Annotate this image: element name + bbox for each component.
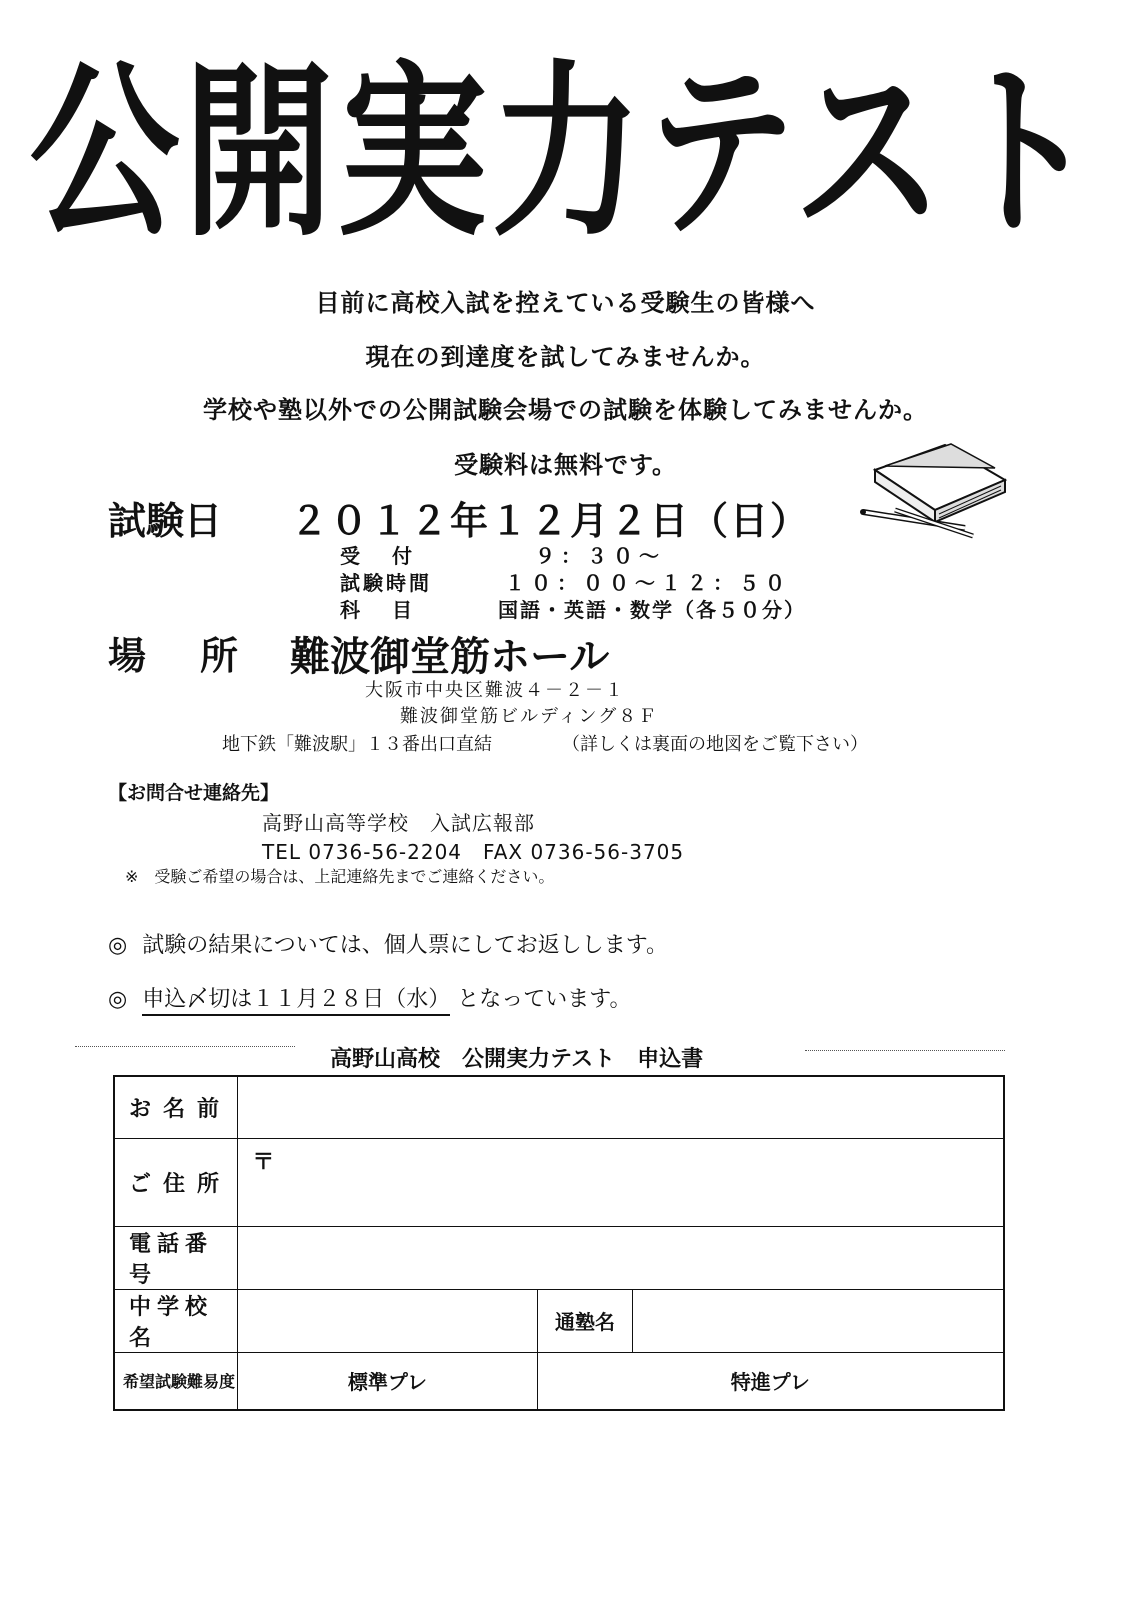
page-title: 公開実力テスト bbox=[29, 45, 1102, 263]
name-field[interactable] bbox=[238, 1076, 1004, 1138]
contact-note: ※ 受験ご希望の場合は、上記連絡先までご連絡ください。 bbox=[125, 867, 555, 886]
school-label: 中学校名 bbox=[114, 1289, 238, 1352]
exam-date-label: 試験日 bbox=[108, 499, 223, 543]
intro-line-1: 目前に高校入試を控えている受験生の皆様へ bbox=[315, 289, 816, 317]
book-illustration bbox=[855, 440, 1015, 540]
address-label: ご住所 bbox=[114, 1138, 238, 1226]
contact-heading: 【お問合せ連絡先】 bbox=[108, 782, 280, 804]
notice-deadline bbox=[108, 982, 631, 1013]
phone-field[interactable] bbox=[238, 1226, 1004, 1289]
venue-access: 地下鉄「難波駅」１３番出口直結 bbox=[222, 734, 492, 755]
schedule-label-reception: 受 付 bbox=[340, 544, 418, 568]
address-field[interactable] bbox=[238, 1138, 1004, 1226]
venue-map-note: （詳しくは裏面の地図をご覧下さい） bbox=[562, 734, 868, 755]
intro-line-2: 現在の到達度を試してみませんか。 bbox=[365, 343, 766, 371]
schedule-value-time: １０：００～１２：５０ bbox=[505, 571, 791, 595]
intro-line-4: 受験料は無料です。 bbox=[453, 451, 678, 479]
contact-org: 高野山高等学校 入試広報部 bbox=[262, 811, 535, 835]
schedule-value-subjects: 国語・英語・数学（各５０分） bbox=[498, 598, 806, 622]
form-title: 高野山高校 公開実力テスト 申込書 bbox=[330, 1047, 704, 1072]
cram-school-label: 通塾名 bbox=[537, 1289, 633, 1352]
notice-results bbox=[108, 928, 668, 959]
notice-mark: ◎ bbox=[108, 933, 128, 958]
notice-results-text: 試験の結果については、個人票にしてお返しします。 bbox=[142, 933, 669, 958]
notice-deadline-rest: となっています。 bbox=[457, 987, 632, 1012]
venue-name: 難波御堂筋ホール bbox=[290, 634, 610, 680]
difficulty-label: 希望試験難易度 bbox=[114, 1352, 238, 1410]
notice-deadline-date: 申込〆切は１１月２８日（水） bbox=[142, 987, 450, 1016]
venue-address: 大阪市中央区難波４－２－１ bbox=[365, 680, 625, 701]
cutline-right bbox=[805, 1050, 1005, 1051]
application-form bbox=[113, 1075, 1005, 1411]
schedule-value-reception: ９：３０～ bbox=[535, 544, 665, 568]
schedule-label-time: 試験時間 bbox=[340, 571, 432, 595]
postal-mark: 〒 bbox=[252, 1149, 275, 1175]
schedule-label-subjects: 科 目 bbox=[340, 598, 418, 622]
intro-line-3: 学校や塾以外での公開試験会場での試験を体験してみませんか。 bbox=[203, 396, 928, 424]
venue-building: 難波御堂筋ビルディング８Ｆ bbox=[400, 706, 659, 727]
phone-label: 電話番号 bbox=[114, 1226, 238, 1289]
option-special[interactable]: 特進プレ bbox=[537, 1352, 1004, 1410]
name-label: お名前 bbox=[114, 1076, 238, 1138]
contact-phone-fax: TEL 0736-56-2204 FAX 0736-56-3705 bbox=[262, 840, 685, 864]
school-field[interactable] bbox=[238, 1289, 537, 1352]
venue-label: 場 所 bbox=[108, 634, 247, 678]
cram-school-field[interactable] bbox=[633, 1289, 1004, 1352]
option-standard[interactable]: 標準プレ bbox=[238, 1352, 537, 1410]
notice-mark: ◎ bbox=[108, 987, 128, 1012]
cutline-left bbox=[75, 1046, 295, 1047]
exam-date: ２０１２年１２月２日（日） bbox=[290, 499, 811, 543]
